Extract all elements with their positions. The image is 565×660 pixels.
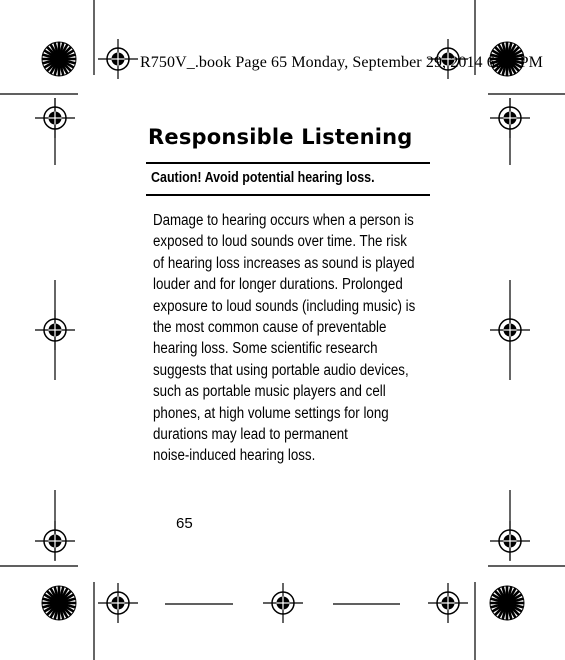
body-line: the most common cause of preventable — [153, 319, 387, 337]
page-number: 65 — [176, 515, 193, 532]
print-header: R750V_.book Page 65 Monday, September 29, 2014 6:20 PM — [140, 54, 544, 71]
caution-heading: Caution! Avoid potential hearing loss. — [151, 170, 375, 186]
registration-mark — [263, 583, 303, 623]
registration-mark — [35, 310, 75, 350]
body-line: durations may lead to permanent — [153, 426, 348, 444]
caution-top-rule — [146, 162, 430, 164]
registration-mark — [428, 583, 468, 623]
registration-mark — [98, 583, 138, 623]
registration-mark — [490, 521, 530, 561]
body-paragraph — [153, 210, 428, 467]
body-line: Damage to hearing occurs when a person is — [153, 212, 414, 229]
color-bar-star-top-left — [42, 42, 76, 76]
body-line: suggests that using portable audio devices, — [153, 361, 409, 379]
body-line: louder and for longer durations. Prolonged — [153, 276, 403, 294]
body-line: such as portable music players and cell — [153, 383, 386, 401]
body-line: exposure to loud sounds (including music) is — [153, 297, 416, 315]
body-line: of hearing loss increases as sound is played — [153, 254, 415, 272]
page-title: Responsible Listening — [148, 125, 413, 149]
color-bar-star-bottom-right — [490, 586, 524, 620]
registration-mark — [490, 310, 530, 350]
registration-mark — [490, 98, 530, 138]
registration-mark — [35, 521, 75, 561]
registration-mark — [35, 98, 75, 138]
caution-bottom-rule — [146, 194, 430, 196]
color-bar-star-bottom-left — [42, 586, 76, 620]
body-line: hearing loss. Some scientific research — [153, 340, 378, 358]
body-line: phones, at high volume settings for long — [153, 404, 389, 422]
registration-mark — [98, 39, 138, 79]
body-line: noise-induced hearing loss. — [153, 447, 316, 465]
body-line: exposed to loud sounds over time. The risk — [153, 233, 407, 251]
